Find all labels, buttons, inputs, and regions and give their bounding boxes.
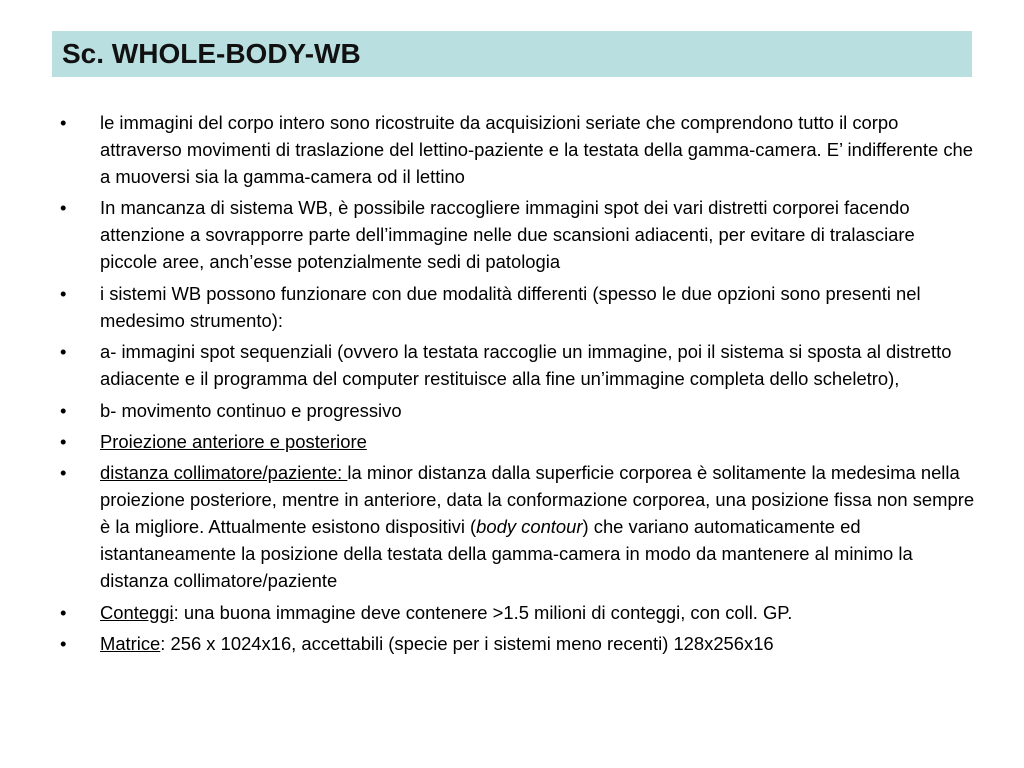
bullet-text: le immagini del corpo intero sono ricostruite da acquisizioni seriate che comprendono tutto il corpo attraverso movimenti di traslazione del lettino-paziente e la testata della gamma-camera. E’ indifferente che a muoversi sia la gamma-camera od il lettino	[100, 112, 973, 187]
bullet-text: la minor distanza dalla superficie corporea è solitamente la medesima nella proiezione posteriore, mentre in anteriore, data la conformazione corporea, una posizione fissa non sempre è la migliore. Attualmente esistono dispositivi (	[100, 462, 975, 538]
bullet-text: ) che variano automaticamente ed istantaneamente la posizione della testata della gamma-camera in modo da mantenere al minimo la distanza collimatore/paziente	[100, 516, 913, 592]
bullet-underlined-heading: Matrice	[100, 633, 161, 655]
bullet-item-8	[56, 599, 976, 626]
bullet-item-6	[56, 428, 976, 455]
bullet-marker: •	[60, 399, 67, 421]
slide-title: Sc. WHOLE-BODY-WB	[62, 38, 361, 69]
bullet-underlined-heading: Conteggi	[100, 601, 174, 623]
bullet-text: : una buona immagine deve contenere >1.5 milioni di conteggi, con coll. GP.	[173, 601, 793, 623]
bullet-italic-term: body contour	[476, 516, 583, 538]
bullet-text: In mancanza di sistema WB, è possibile raccogliere immagini spot dei vari distretti corporei facendo attenzione a sovrapporre parte dell’immagine nelle due scansioni adiacenti, per evitare di tralasciare piccole aree, anch’esse potenzialmente sedi di patologia	[100, 197, 915, 273]
bullet-marker: •	[60, 197, 67, 219]
bullet-marker: •	[60, 430, 67, 452]
bullet-item-1	[56, 109, 976, 190]
bullet-item-4	[56, 338, 976, 392]
bullet-marker: •	[60, 341, 67, 363]
bullet-text: b- movimento continuo e progressivo	[100, 399, 402, 421]
bullet-marker: •	[60, 112, 67, 133]
bullet-item-9	[56, 630, 976, 657]
title-bar	[52, 31, 972, 77]
bullet-text: : 256 x 1024x16, accettabili (specie per i sistemi meno recenti) 128x256x16	[160, 633, 774, 655]
bullet-item-3	[56, 280, 976, 334]
bullet-text: i sistemi WB possono funzionare con due modalità differenti (spesso le due opzioni sono presenti nel medesimo strumento):	[100, 282, 921, 331]
bullet-list	[56, 109, 976, 662]
bullet-item-7	[56, 459, 976, 594]
bullet-underlined-heading: distanza collimatore/paziente:	[100, 462, 348, 484]
bullet-item-5	[56, 397, 976, 424]
bullet-marker: •	[60, 282, 67, 304]
bullet-marker: •	[60, 633, 67, 655]
bullet-marker: •	[60, 462, 67, 484]
bullet-marker: •	[60, 601, 67, 623]
bullet-item-2	[56, 194, 976, 275]
bullet-text: a- immagini spot sequenziali (ovvero la testata raccoglie un immagine, poi il sistema si sposta al distretto adiacente e il programma del computer restituisce alla fine un’immagine completa dello scheletro),	[100, 341, 952, 390]
bullet-underlined-heading: Proiezione anteriore e posteriore	[100, 430, 367, 452]
